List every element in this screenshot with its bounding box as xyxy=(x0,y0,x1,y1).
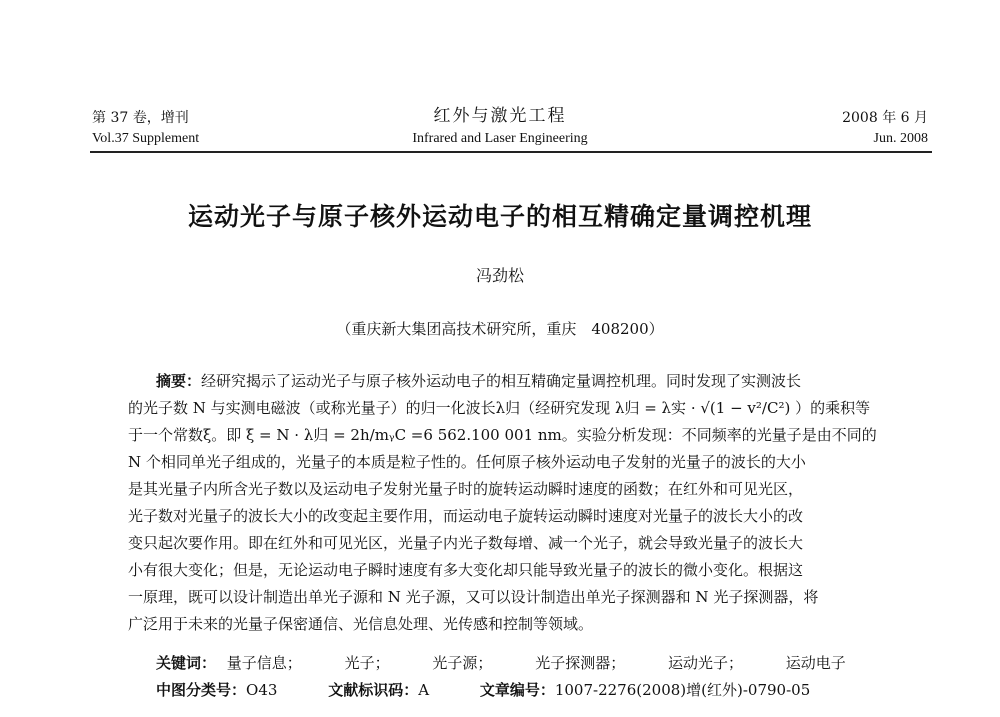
header-rule xyxy=(90,151,932,153)
abstract-line: 广泛用于未来的光量子保密通信、光信息处理、光传感和控制等领域。 xyxy=(128,615,594,633)
affiliation: （重庆新大集团高技术研究所，重庆 408200） xyxy=(336,320,664,338)
header-journal-en: Infrared and Laser Engineering xyxy=(412,131,588,146)
keyword: 光子； xyxy=(344,654,390,672)
abstract-line: 的光子数 N 与实测电磁波（或称光量子）的归一化波长λ归（经研究发现 λ归 = λ实 · √(1 − v²/C²) ）的乘积等 xyxy=(128,399,871,417)
author: 冯劲松 xyxy=(475,266,524,285)
header-date-cn: 2008 年 6 月 xyxy=(842,110,928,126)
keyword: 量子信息； xyxy=(226,654,302,672)
abstract-line: 变只起次要作用。即在红外和可见光区，光量子内光子数每增、减一个光子，就会导致光量子的波长大 xyxy=(128,534,804,552)
keywords xyxy=(156,652,846,673)
article-number-value: 1007-2276(2008)增(红外)-0790-05 xyxy=(554,681,811,699)
abstract xyxy=(128,368,914,638)
classification xyxy=(156,679,810,700)
clc-label: 中图分类号： xyxy=(156,681,247,699)
abstract-label: 摘要： xyxy=(156,372,202,390)
doc-code-label: 文献标识码： xyxy=(328,681,419,699)
keyword: 光子探测器； xyxy=(535,654,626,672)
abstract-line: 是其光量子内所含光子数以及运动电子发射光量子时的旋转运动瞬时速度的函数；在红外和可见光区， xyxy=(128,480,804,498)
article-number-label: 文章编号： xyxy=(479,681,555,699)
header-journal-cn: 红外与激光工程 xyxy=(433,106,567,126)
abstract-line: 光子数对光量子的波长大小的改变起主要作用，而运动电子旋转运动瞬时速度对光量子的波长大小的改 xyxy=(128,507,804,525)
abstract-line: 于一个常数ξ。即 ξ = N · λ归 = 2h/mᵧC =6 562.100 001 nm。实验分析发现：不同频率的光量子是由不同的 xyxy=(128,426,877,444)
abstract-line: 摘要：经研究揭示了运动光子与原子核外运动电子的相互精确定量调控机理。同时发现了实测波长 xyxy=(156,372,802,390)
keyword: 光子源； xyxy=(432,654,493,672)
abstract-line: 一原理，既可以设计制造出单光子源和 N 光子源，又可以设计制造出单光子探测器和 N 光子探测器，将 xyxy=(128,588,819,606)
abstract-line: N 个相同单光子组成的，光量子的本质是粒子性的。任何原子核外运动电子发射的光量子的波长的大小 xyxy=(128,453,806,471)
header-date-en: Jun. 2008 xyxy=(873,131,928,146)
header-volume-cn: 第 37 卷，增刊 xyxy=(92,110,189,126)
abstract-line: 小有很大变化；但是，无论运动电子瞬时速度有多大变化却只能导致光量子的波长的微小变化。根据这 xyxy=(128,561,804,579)
clc-value: O43 xyxy=(246,681,278,699)
header-volume-en: Vol.37 Supplement xyxy=(92,131,200,146)
keyword: 运动电子 xyxy=(785,654,846,672)
keyword: 运动光子； xyxy=(667,654,743,672)
doc-code-value: A xyxy=(418,681,430,699)
paper-title: 运动光子与原子核外运动电子的相互精确定量调控机理 xyxy=(187,202,812,231)
keywords-label: 关键词： xyxy=(156,654,217,672)
